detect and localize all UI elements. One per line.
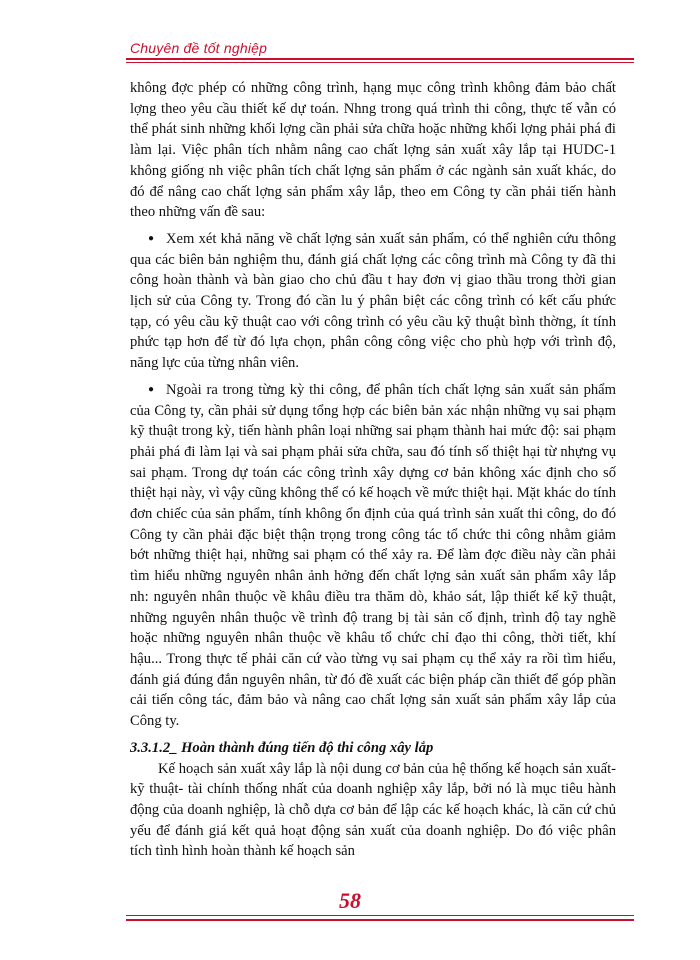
section-body: Kế hoạch sản xuất xây lắp là nội dung cơ bản của hệ thống kế hoạch sản xuất- kỹ thuật- tài chính thống nhất của doanh nghiệp xây lắp, bởi nó là mục tiêu hành động của doanh nghiệp, là chỗ dựa cơ bản để lập các kế hoạch khác, là căn cứ chủ yếu để đánh giá kết quả hoạt động sản xuất của doanh nghiệp. Do đó việc phân tích tình hình hoàn thành kế hoạch sản [130, 760, 616, 860]
page-number: 58 [339, 888, 361, 913]
footer-rule-thick [126, 919, 634, 921]
intro-paragraph: không đợc phép có những công trình, hạng mục công trình không đảm bảo chất lợng theo yêu cầu thiết kế dự toán. Nhng trong quá trình thi công, thực tế vẫn có thể phát sinh những khối lợng cần phải sửa chữa hoặc những khối lợng phải phá đi làm lại. Việc phân tích nhằm nâng cao chất lợng sản xuất xây lắp tại HUDC-1 không giống nh việc phân tích chất lợng sản phẩm ở các ngành sản xuất khác, do đó để nâng cao chất lợng sản phẩm xây lắp, theo em Công ty cần phải tiến hành theo những vấn đề sau: [130, 80, 616, 221]
header-rule-thick [126, 58, 634, 60]
bullet-text-1: Xem xét khả năng về chất lợng sản xuất sản phẩm, có thể nghiên cứu thông qua các biên bản nghiệm thu, đánh giá chất lợng các công trình mà Công ty đã thi công hoàn thành và bàn giao cho chủ đầu t hay đơn vị giao thầu trong thời gian lịch sử của Công ty. Trong đó cần lu ý phân biệt các công trình có kết cấu phức tạp, có yêu cầu kỹ thuật cao với công trình có yêu cầu kỹ thuật bình thờng, ít tính phức tạp hơn để từ đó lựa chọn, phân công công việc cho phù hợp với trình độ, năng lực của từng nhân viên. [130, 230, 616, 372]
bullet-icon: ● [148, 232, 155, 244]
bullet-text-2: Ngoài ra trong từng kỳ thi công, để phân tích chất lợng sản xuất sản phẩm của Công ty, cần phải sử dụng tổng hợp các biên bản xác nhận những vụ sai phạm kỹ thuật trong kỳ, tiến hành phân loại những sai phạm thành hai mức độ: sai phạm phải phá đi làm lại và sai phạm phải sửa chữa, sau đó tính số thiệt hại từ nhựng vụ sai phạm. Trong dự toán các công trình xây dựng cơ bản không xác định cho số thiệt hại này, vì vậy cũng không thể có kế hoạch về mức thiệt hại. Mặt khác do tính đơn chiếc của sản phẩm, tính không ổn định của quá trình sản xuất thi công, do đó Công ty cần phải đặc biệt thận trọng trong công tác tổ chức thi công nhằm giảm bớt những thiệt hại, những sai phạm có thể xảy ra. Để làm đợc điều này cần phải tìm hiểu những nguyên nhân ảnh hởng đến chất lợng sản xuất sản phẩm xây lắp nh: nguyên nhân thuộc về khâu điều tra thăm dò, khảo sát, lập thiết kế kỹ thuật, những nguyên nhân thuộc về trình độ trang bị tài sản cố định, trình độ tay nghề hoặc những nguyên nhân thuộc về khâu tổ chức chỉ đạo thi công, thời tiết, khí hậu... Trong thực tế phải căn cứ vào từng vụ sai phạm cụ thể xảy ra rồi tìm hiểu, đánh giá đúng đắn nguyên nhân, từ đó đề xuất các biện pháp cần thiết để góp phần cải tiến công tác, đảm bảo và nâng cao chất lợng sản xuất sản phẩm xây lắp của Công ty. [130, 381, 616, 730]
footer-rule-thin [126, 915, 634, 916]
bullet-paragraph-1 [130, 229, 616, 374]
header-rule-thin [126, 62, 634, 63]
page-header-title: Chuyên đề tốt nghiệp [130, 40, 268, 56]
section-heading: 3.3.1.2_ Hoàn thành đúng tiến độ thi công xây lắp [130, 739, 434, 756]
document-body [130, 78, 616, 862]
bullet-paragraph-2 [130, 380, 616, 732]
bullet-icon: ● [148, 383, 155, 395]
